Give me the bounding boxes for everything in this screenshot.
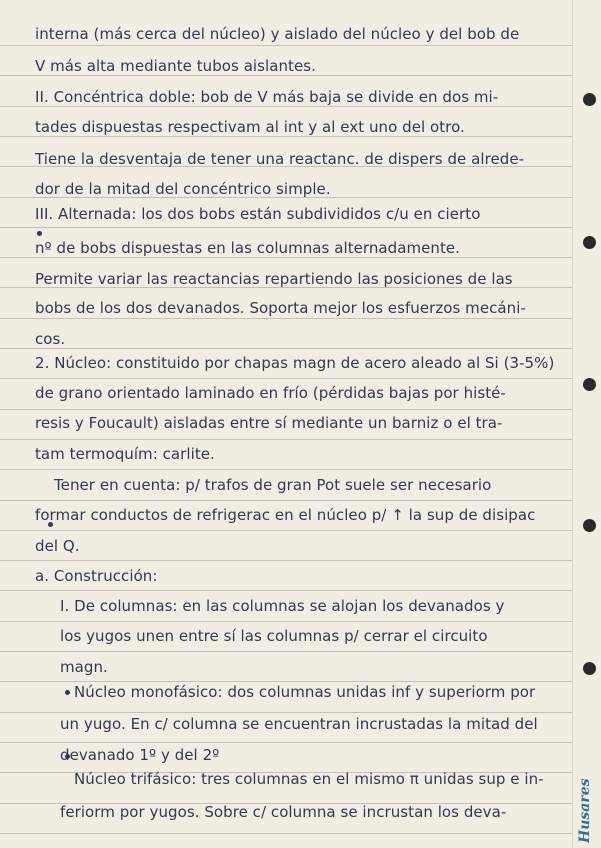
note-line: Núcleo trifásico: tres columnas en el mismo π unidas sup e in- (74, 770, 544, 788)
ruled-line (0, 257, 572, 258)
note-line: 2. Núcleo: constituido por chapas magn de acero aleado al Si (3-5%) (35, 354, 555, 372)
section-marker (37, 231, 42, 236)
ruled-line (0, 742, 572, 743)
note-line: feriorm por yugos. Sobre c/ columna se incrustan los deva- (60, 803, 507, 821)
ruled-line (0, 136, 572, 137)
ruled-line (0, 621, 572, 622)
note-line: devanado 1º y del 2º (60, 746, 220, 764)
ruled-line (0, 500, 572, 501)
ruled-line (0, 530, 572, 531)
ruled-line (0, 833, 572, 834)
ruled-line (0, 681, 572, 682)
ruled-line (0, 439, 572, 440)
note-line: resis y Foucault) aisladas entre sí mediante un barniz o el tra- (35, 414, 503, 432)
ruled-line (0, 651, 572, 652)
binder-hole-2 (583, 236, 596, 249)
note-line: II. Concéntrica doble: bob de V más baja se divide en dos mi- (35, 88, 499, 106)
ruled-line (0, 469, 572, 470)
binder-hole-4 (583, 519, 596, 532)
binder-hole-3 (583, 378, 596, 391)
note-line: nº de bobs dispuestas en las columnas alternadamente. (35, 239, 460, 257)
note-line: un yugo. En c/ columna se encuentran incrustadas la mitad del (60, 715, 538, 733)
binder-hole-5 (583, 662, 596, 675)
note-line: Tener en cuenta: p/ trafos de gran Pot suele ser necesario (54, 476, 492, 494)
note-line: magn. (60, 658, 108, 676)
ruled-line (0, 409, 572, 410)
note-line: interna (más cerca del núcleo) y aislado del núcleo y del bob de (35, 25, 520, 43)
note-line: Tiene la desventaja de tener una reactanc. de dispers de alrede- (35, 150, 525, 168)
note-line: I. De columnas: en las columnas se alojan los devanados y (60, 597, 505, 615)
note-line: los yugos unen entre sí las columnas p/ cerrar el circuito (60, 627, 488, 645)
note-line: dor de la mitad del concéntrico simple. (35, 180, 331, 198)
note-line: formar conductos de refrigerac en el núcleo p/ ↑ la sup de disipac (35, 506, 536, 524)
note-line: de grano orientado laminado en frío (pérdidas bajas por histé- (35, 384, 506, 402)
note-line: Núcleo monofásico: dos columnas unidas inf y superiorm por (74, 683, 536, 701)
binder-hole-1 (583, 93, 596, 106)
ruled-line (0, 75, 572, 76)
ruled-line (0, 560, 572, 561)
note-line: tades dispuestas respectivam al int y al ext uno del otro. (35, 118, 465, 136)
ruled-line (0, 318, 572, 319)
page-margin-strip (572, 0, 601, 848)
note-line: III. Alternada: los dos bobs están subdivididos c/u en cierto (35, 205, 481, 223)
note-line: V más alta mediante tubos aislantes. (35, 57, 316, 75)
note-line: a. Construcción: (35, 567, 158, 585)
margin-line (572, 0, 573, 848)
note-line: Permite variar las reactancias repartiendo las posiciones de las (35, 270, 513, 288)
bullet-marker (65, 690, 70, 695)
ruled-line (0, 590, 572, 591)
ruled-line (0, 712, 572, 713)
brand-logo: Husares (577, 778, 593, 843)
note-line: tam termoquím: carlite. (35, 445, 215, 463)
note-line: cos. (35, 330, 66, 348)
ruled-line (0, 106, 572, 107)
ruled-line (0, 227, 572, 228)
note-line: bobs de los dos devanados. Soporta mejor los esfuerzos mecáni- (35, 299, 526, 317)
note-line: del Q. (35, 537, 80, 555)
ruled-line (0, 348, 572, 349)
ruled-line (0, 378, 572, 379)
ruled-line (0, 45, 572, 46)
